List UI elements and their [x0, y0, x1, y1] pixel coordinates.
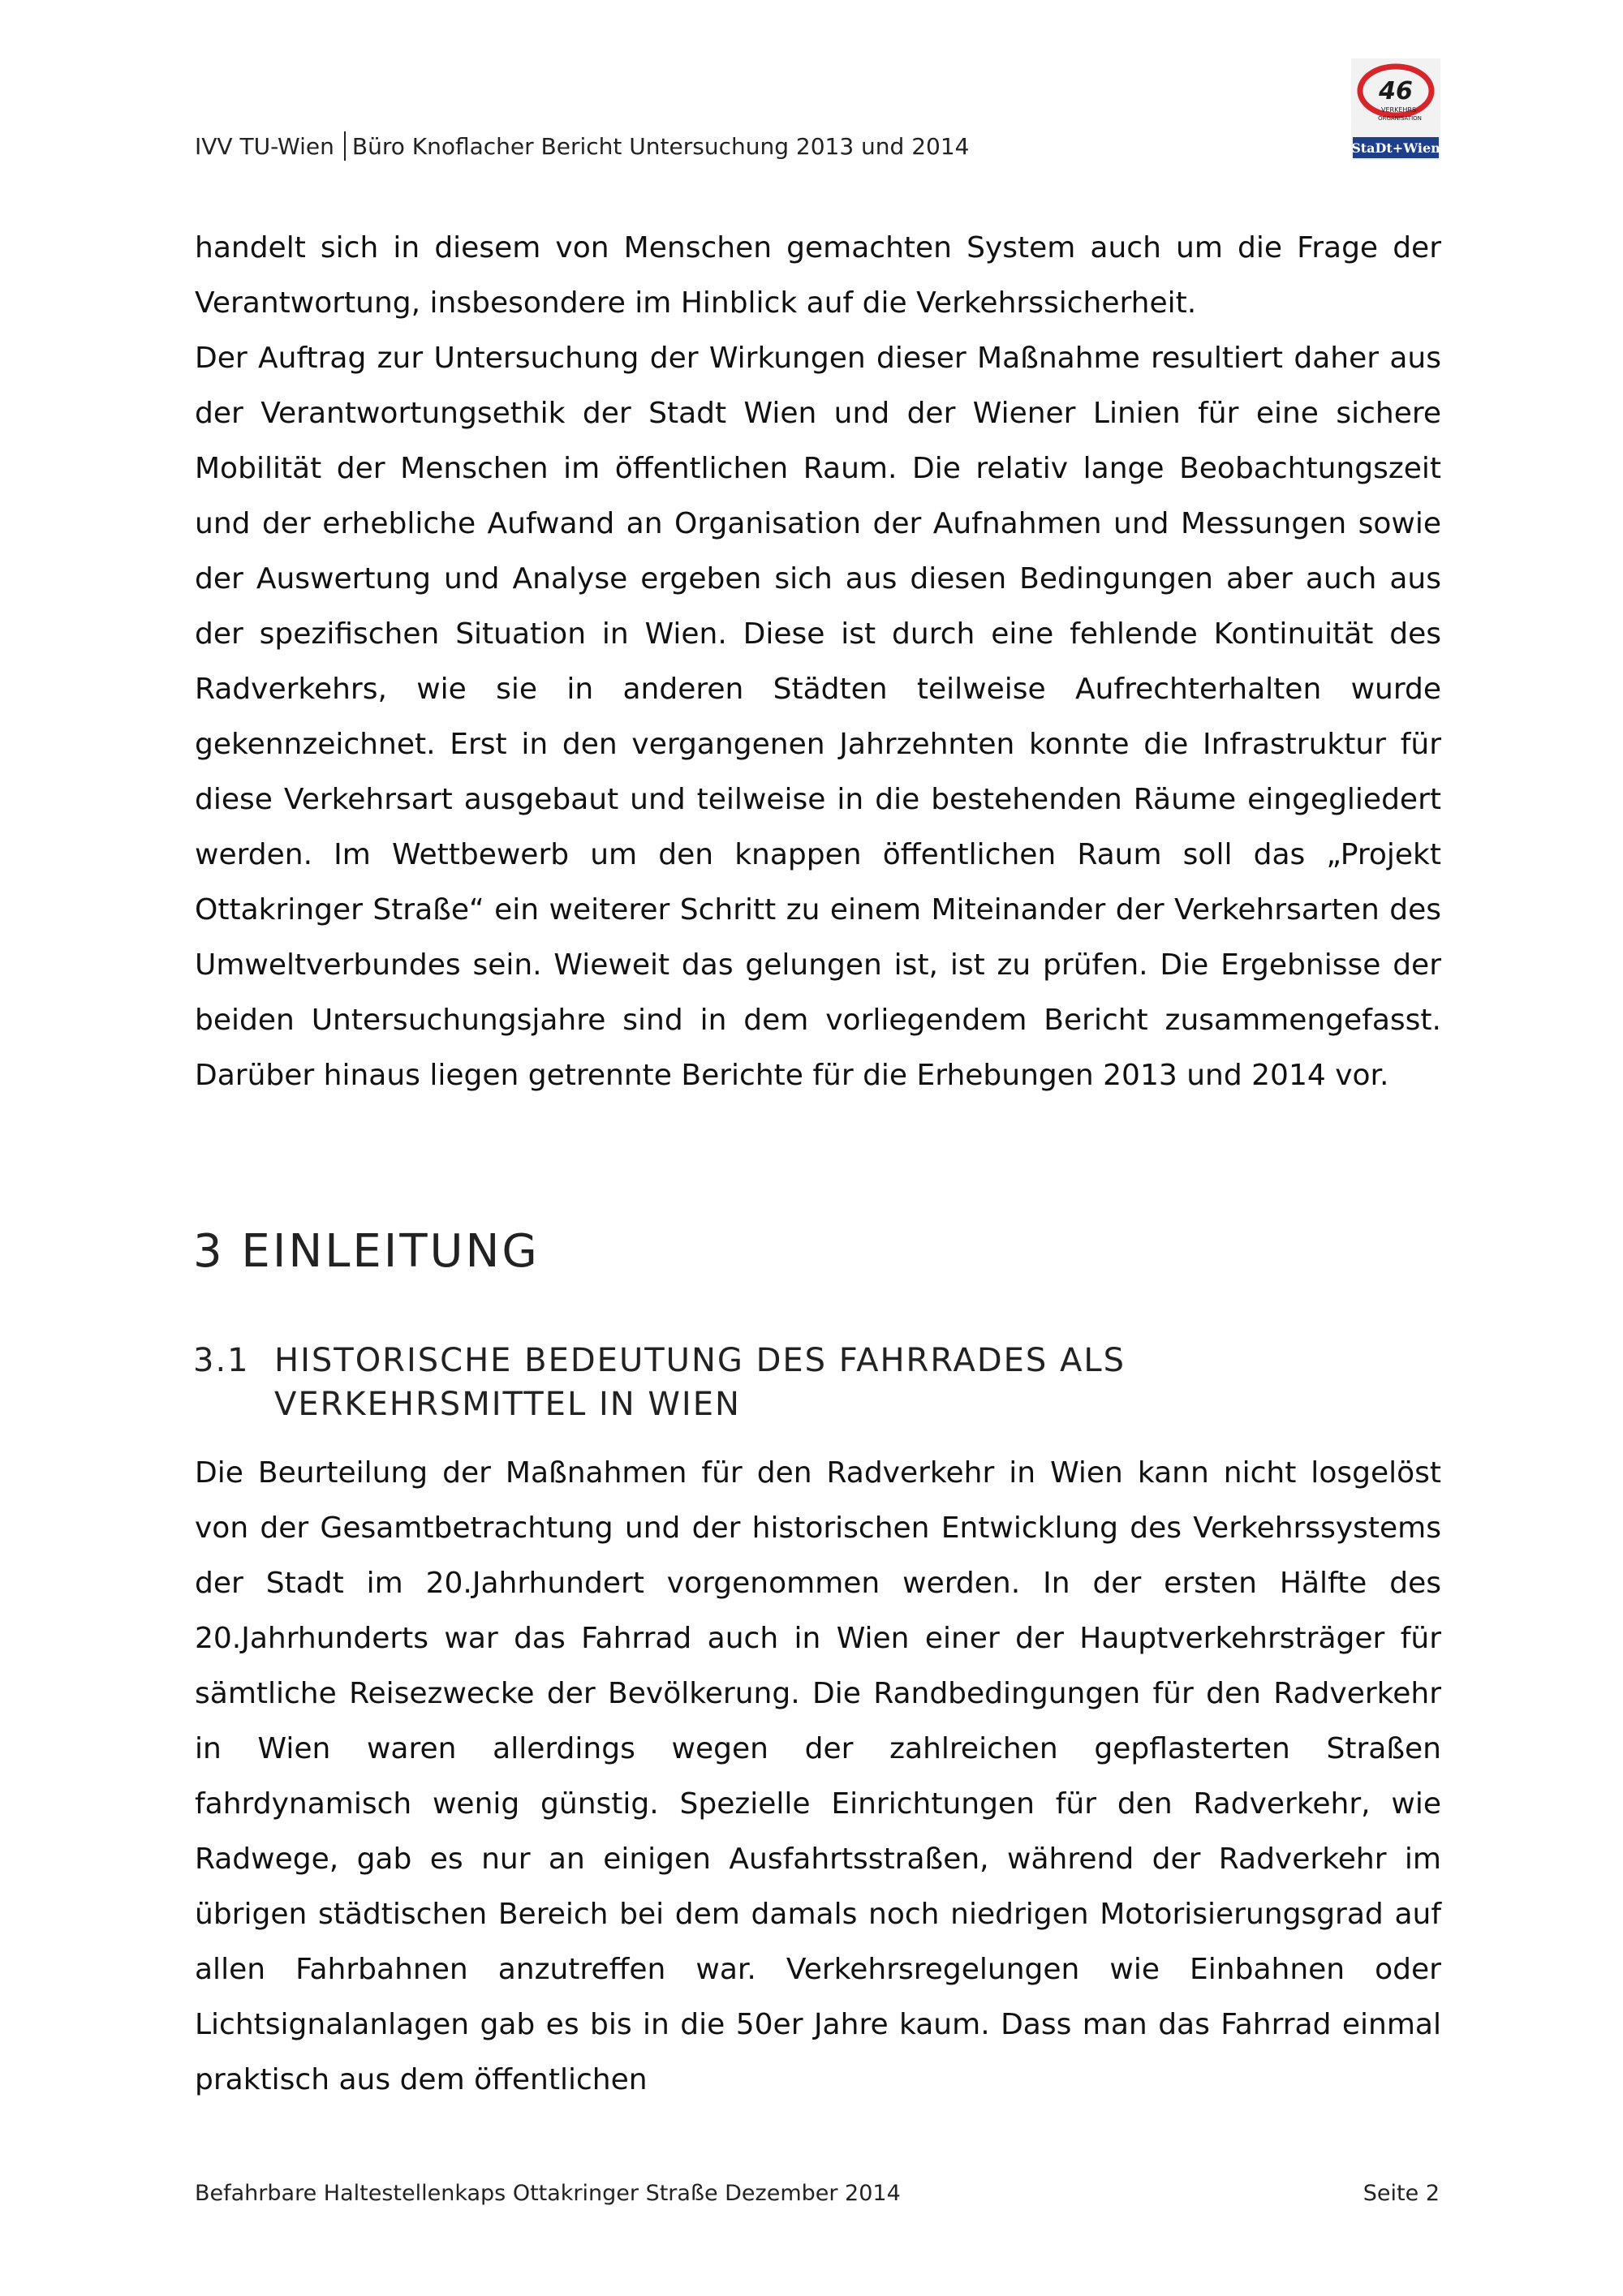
body-text-bottom: [195, 1446, 1441, 2108]
paragraph-1: handelt sich in diesem von Menschen gemachten System auch um die Frage der Verantwortung, insbesondere im Hinblick auf die Verkehrssicherheit.: [195, 231, 1441, 320]
footer-page-number: Seite 2: [1363, 2181, 1440, 2206]
footer-title: Befahrbare Haltestellenkaps Ottakringer Straße Dezember 2014: [195, 2181, 901, 2206]
logo-line2: ORGANISATION: [1378, 115, 1422, 122]
logo-city-text: StaDt+Wien: [1351, 140, 1440, 156]
paragraph-2: Der Auftrag zur Untersuchung der Wirkungen dieser Maßnahme resultiert daher aus der Verantwortungsethik der Stadt Wien und der Wiener Linien für eine sichere Mobilität der Menschen im öffentlichen Raum. Die relativ lange Beobachtungszeit und der erhebliche Aufwand an Organisation der Aufnahmen und Messungen sowie der Auswertung und Analyse ergeben sich aus diesen Bedingungen aber auch aus der spezifischen Situation in Wien. Diese ist durch eine fehlende Kontinuität des Radverkehrs, wie sie in anderen Städten teilweise Aufrechterhalten wurde gekennzeichnet. Erst in den vergangenen Jahrzehnten konnte die Infrastruktur für diese Verkehrsart ausgebaut und teilweise in die bestehenden Räume eingegliedert werden. Im Wettbewerb um den knappen öffentlichen Raum soll das „Projekt Ottakringer Straße“ ein weiterer Schritt zu einem Miteinander der Verkehrsarten des Umweltverbundes sein. Wieweit das gelungen ist, ist zu prüfen. Die Ergebnisse der beiden Untersuchungsjahre sind in dem vorliegendem Bericht zusammengefasst. Darüber hinaus liegen getrennte Berichte für die Erhebungen 2013 und 2014 vor.: [195, 342, 1441, 1092]
heading-section-line1: HISTORISCHE BEDEUTUNG DES FAHRRADES ALS: [274, 1342, 1126, 1379]
logo-line1: VERKEHRS-: [1381, 106, 1419, 114]
logo-number: 46: [1379, 77, 1413, 105]
heading-section-number: 3.1: [193, 1342, 250, 1379]
body-text-top: [195, 221, 1441, 1103]
heading-section-line2: VERKEHRSMITTEL IN WIEN: [274, 1386, 741, 1423]
header-subtitle: Büro Knoflacher Bericht Untersuchung 2013 und 2014: [351, 133, 970, 160]
heading-chapter-3: 3 EINLEITUNG: [193, 1225, 540, 1278]
header-org: IVV TU-Wien: [195, 133, 334, 160]
page-header: [195, 131, 969, 161]
paragraph-3: Die Beurteilung der Maßnahmen für den Radverkehr in Wien kann nicht losgelöst von der Gesamtbetrachtung und der historischen Entwicklung des Verkehrssystems der Stadt im 20.Jahrhundert vorgenommen werden. In der ersten Hälfte des 20.Jahrhunderts war das Fahrrad auch in Wien einer der Hauptverkehrsträger für sämtliche Reisezwecke der Bevölkerung. Die Randbedingungen für den Radverkehr in Wien waren allerdings wegen der zahlreichen gepflasterten Straßen fahrdynamisch wenig günstig. Spezielle Einrichtungen für den Radverkehr, wie Radwege, gab es nur an einigen Ausfahrtsstraßen, während der Radverkehr im übrigen städtischen Bereich bei dem damals noch niedrigen Motorisierungsgrad auf allen Fahrbahnen anzutreffen war. Verkehrsregelungen wie Einbahnen oder Lichtsignalanlagen gab es bis in die 50er Jahre kaum. Dass man das Fahrrad einmal praktisch aus dem öffentlichen: [195, 1456, 1441, 2096]
verkehrsorganisation-logo: [1351, 58, 1440, 160]
header-separator: [344, 131, 346, 161]
heading-section-3-1: [193, 1339, 1410, 1426]
